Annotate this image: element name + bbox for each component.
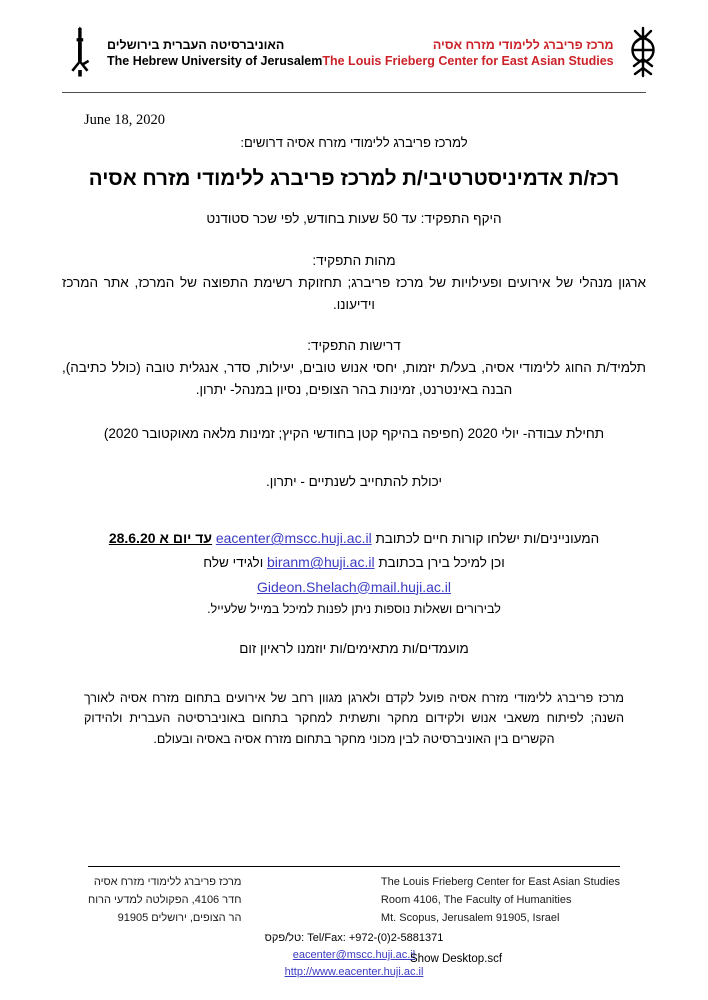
footer-he-line-2: חדר 4106, הפקולטה למדעי הרוח [88,893,242,906]
frieberg-hebrew-name: מרכז פריברג ללימודי מזרח אסיה [432,38,614,53]
footer-contact-block [62,930,646,981]
footer-website-row [62,964,646,981]
role-description-body: ארגון מנהלי של אירועים ופעילויות של מרכז פריברג; תחזוקת רשימת התפוצה של המרכז, אתר המרכז וידיעונו. [62,274,646,312]
footer-en-line-3: Mt. Scopus, Jerusalem 91905, Israel [380,911,560,924]
apply-cc-line-2 [62,575,646,599]
hebrew-university-menorah-icon [62,26,98,83]
footer-divider [88,866,620,867]
show-desktop-shortcut-label[interactable]: Show Desktop.scf [410,953,503,965]
letterhead [62,26,646,82]
interview-note: מועמדים/ות מתאימים/ות יוזמנו לראיון זום [239,640,469,656]
frieberg-emblem-icon [622,25,664,84]
footer-website-link[interactable]: http://www.eacenter.huji.ac.il [284,966,424,979]
cc-prefix-text: וכן למיכל בירן בכתובת [378,555,505,571]
frieberg-center-text [322,38,613,69]
cc-suffix-text: ולגידי שלח [203,555,264,571]
frieberg-english-name: The Louis Frieberg Center for East Asian Studies [322,54,614,68]
scope-line: היקף התפקיד: עד 50 שעות בחודש, לפי שכר סטודנט [206,211,502,227]
frieberg-center-brand [322,25,663,84]
questions-note: לבירורים ושאלות נוספות ניתן לפנות למיכל במייל שלעייל. [207,601,501,616]
requirements-body: תלמיד/ת החוג ללימודי אסיה, בעל/ת יזמות, יחסי אנוש טובים, יעילות, סדר, אנגלית טובה (כולל כתיבה), הבנה באינטרנט, זמינות בהר הצופים, נסיון במנהל- יתרון. [62,360,646,398]
role-description-title: מהות התפקיד: [312,252,396,268]
hebrew-university-text [107,38,322,69]
apply-prefix-text: המעוניינים/ות ישלחו קורות חיים לכתובת [375,531,600,547]
application-deadline: עד יום א 28.6.20 [108,530,213,547]
footer-address-block [88,874,620,927]
huji-english-name: The Hebrew University of Jerusalem [107,54,323,68]
footer-en-line-1: The Louis Frieberg Center for East Asian Studies [380,876,620,888]
footer-telephone: Tel/Fax: +972-(0)2-5881371 :טל/פקס [264,932,444,944]
footer-email-link[interactable]: eacenter@mscc.huji.ac.il [292,949,416,962]
footer-address-english [381,874,620,927]
hebrew-university-brand [62,26,322,83]
footer-email-row [62,947,646,964]
requirements-title: דרישות התפקיד: [307,338,401,354]
requirements-block [62,335,646,401]
header-divider [62,92,646,93]
page-title: רכז/ת אדמיניסטרטיבי/ת למרכז פריברג ללימודי מזרח אסיה [88,166,620,190]
cc-email-link-2[interactable]: Gideon.Shelach@mail.huji.ac.il [257,578,451,595]
apply-cc-line [62,550,646,574]
document-date: June 18, 2020 [84,112,165,128]
subject-line: למרכז פריברג ללימודי מזרח אסיה דרושים: [240,135,468,150]
start-date-note: תחילת עבודה- יולי 2020 (חפיפה בהיקף קטן בחודשי הקיץ; זמינות מלאה מאוקטובר 2020) [103,426,605,441]
footer-he-line-1: מרכז פריברג ללימודי מזרח אסיה [93,876,242,888]
role-description-block [62,250,646,316]
apply-primary-line [62,526,646,550]
commitment-note: יכולת להתחייב לשנתיים - יתרון. [266,473,442,489]
footer-he-line-3: הר הצופים, ירושלים 91905 [117,911,242,924]
document-body [62,133,646,750]
cc-email-link[interactable]: biranm@huji.ac.il [266,554,375,571]
application-instructions [62,526,646,619]
footer-address-hebrew [88,874,241,927]
apply-email-link[interactable]: eacenter@mscc.huji.ac.il [215,530,372,547]
center-mission-paragraph: מרכז פריברג ללימודי מזרח אסיה פועל לקדם ולארגן מגוון רחב של אירועים בתחום מזרח אסיה לאורך השנה; לפיתוח משאבי אנוש ולקידום מחקר ותשתית למחקר בתחום באוניברסיטה העברית ולהידוק הקשרים בין האוניברסיטה לבין מכוני מחקר בתחום מזרח אסיה באסיה ובעולם. [84,690,624,747]
huji-hebrew-name: האוניברסיטה העברית בירושלים [107,38,285,53]
footer-en-line-2: Room 4106, The Faculty of Humanities [380,893,572,906]
